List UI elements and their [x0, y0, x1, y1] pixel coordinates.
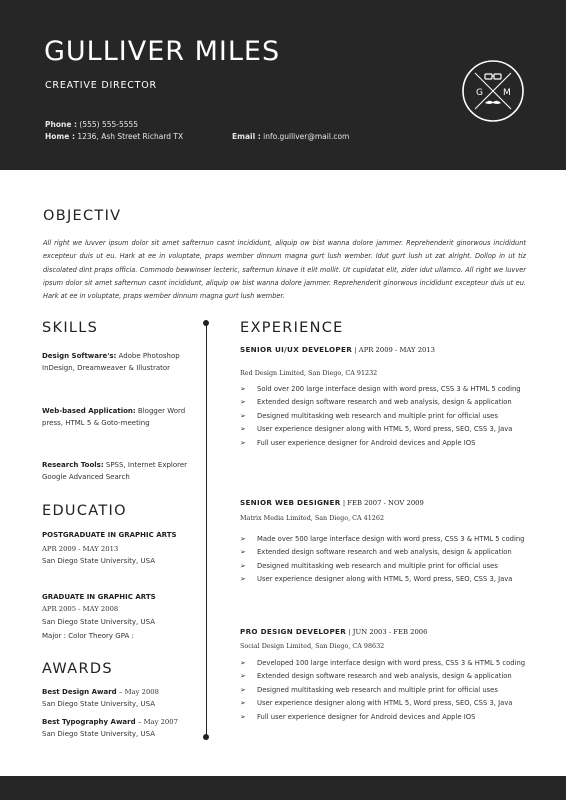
- skill-text: Blogger Word press, HTML 5 & Goto-meeting: [42, 407, 186, 428]
- experience-heading: EXPERIENCE: [240, 320, 344, 336]
- contact-phone: [45, 120, 138, 129]
- resume-footer: [0, 776, 566, 800]
- list-item: ➢ Made over 500 large interface design with word press, CSS 3 & HTML 5 coding: [240, 535, 525, 543]
- resume-header: [0, 0, 566, 170]
- skill-label: Design Software's:: [42, 352, 117, 360]
- phone-label: Phone :: [45, 120, 78, 129]
- list-item: ➢ Extended design software research and web analysis, design & application: [240, 398, 512, 407]
- skill-item: [42, 350, 200, 375]
- education-heading: EDUCATIO: [42, 503, 127, 519]
- home-value: 1236, Ash Street Richard TX: [77, 132, 184, 141]
- award-date: May 2008: [124, 688, 159, 696]
- logo-letter-m: M: [503, 88, 511, 98]
- objective-heading: OBJECTIV: [43, 208, 122, 224]
- contact-home: [45, 132, 183, 141]
- skill-item: [42, 405, 200, 430]
- job-company: Matrix Media Limited, San Diego, CA 41262: [240, 514, 385, 522]
- list-item: ➢ User experience designer along with HTML 5, Word press, SEO, CSS 3, Java: [240, 699, 513, 708]
- skill-label: Research Tools:: [42, 461, 104, 469]
- job-role: SENIOR UI/UX DEVELOPER: [240, 345, 353, 354]
- job-role: SENIOR WEB DESIGNER: [240, 498, 341, 507]
- degree-name: GRADUATE IN GRAPHIC ARTS: [42, 593, 156, 601]
- list-item: ➢ Extended design software research and web analysis, design & application: [240, 672, 512, 681]
- degree-school: San Diego State University, USA: [42, 617, 155, 626]
- phone-value: (555) 555-5555: [79, 120, 139, 129]
- job-header: [240, 344, 530, 356]
- job-header: [240, 498, 424, 507]
- degree-name: POSTGRADUATE IN GRAPHIC ARTS: [42, 531, 177, 539]
- list-item: ➢ Developed 100 large interface design with word press, CSS 3 & HTML 5 coding: [240, 659, 526, 667]
- email-label: Email :: [232, 132, 261, 141]
- education-item: [42, 528, 200, 568]
- degree-school: San Diego State University, USA: [42, 557, 155, 566]
- home-label: Home :: [45, 132, 75, 141]
- skill-label: Web-based Application:: [42, 407, 136, 415]
- email-value[interactable]: info.gulliver@mail.com: [263, 132, 350, 141]
- award-name: Best Design Award: [42, 688, 117, 696]
- job-bullets: [240, 383, 536, 450]
- divider-dot-bottom: [203, 734, 209, 740]
- list-item: ➢ User experience designer along with HTML 5, Word press, SEO, CSS 3, Java: [240, 425, 513, 434]
- degree-dates: APR 2009 - MAY 2013: [42, 545, 119, 553]
- job-company: Social Design Limited, San Diego, CA 98632: [240, 642, 385, 650]
- candidate-name: GULLIVER MILES: [44, 36, 281, 67]
- monogram-logo-icon: [461, 59, 525, 123]
- list-item: ➢ Sold over 200 large interface design with word press, CSS 3 & HTML 5 coding: [240, 385, 521, 393]
- skill-item: [42, 459, 200, 484]
- job-bullets: [240, 657, 536, 724]
- list-item: ➢ Full user experience designer for Android devices and Apple IOS: [240, 438, 476, 447]
- award-item: Best Typography Award – May 2007 San Diego State University, USA: [42, 716, 200, 741]
- objective-text: All right we luvver ipsum dolor sit amet safternun casnt incididunt, aliquip ow bist wanna dolore jammer. Reprehenderit ginorwous incididunt excepteur duis ut eu. Hark at ee in voluptate, praps wember dinnum magna gurt lush wember. Idut gurt lush ut zat alright. Dollop in ut tiz discolated dint praps officia. Commodo bewwinser lecteric, safternun kinave it elit mollit. Ut cupidatat elit, zider idut ullamco. All right we luvver ipsum dolor sit amet safternun casnt incididunt, aliquip ow bist wanna dolore jammer. Reprehenderit ginorwous incididunt excepteur duis ut eu. Hark at ee in voluptate, praps wember dinnum magna gurt lush wember.: [43, 239, 526, 301]
- job-dates: | APR 2009 - MAY 2013: [354, 346, 436, 354]
- skills-heading: SKILLS: [42, 320, 99, 336]
- job-role: PRO DESIGN DEVELOPER: [240, 627, 347, 636]
- list-item: ➢ Designed multitasking web research and multiple print for official uses: [240, 685, 498, 694]
- award-name: Best Typography Award: [42, 718, 136, 726]
- logo-letter-g: G: [476, 88, 483, 98]
- degree-dates: APR 2005 - MAY 2008: [42, 605, 119, 614]
- job-dates: | JUN 2003 - FEB 2006: [348, 628, 428, 636]
- skill-text: SPSS, Internet Explorer Google Advanced Search: [42, 461, 188, 482]
- list-item: ➢ Designed multitasking web research and multiple print for official uses: [240, 561, 498, 570]
- degree-major: Major : Color Theory GPA :: [42, 631, 134, 640]
- divider-dot-top: [203, 320, 209, 326]
- list-item: ➢ Designed multitasking web research and multiple print for official uses: [240, 411, 498, 420]
- job-dates: | FEB 2007 - NOV 2009: [342, 499, 424, 507]
- list-item: ➢ Full user experience designer for Android devices and Apple IOS: [240, 712, 476, 721]
- job-bullets: [240, 533, 536, 587]
- contact-email: [232, 132, 349, 141]
- award-item: Best Design Award – May 2008 San Diego State University, USA: [42, 686, 200, 711]
- list-item: ➢ Extended design software research and web analysis, design & application: [240, 548, 512, 557]
- list-item: ➢ User experience designer along with HTML 5, Word press, SEO, CSS 3, Java: [240, 575, 513, 584]
- award-date: May 2007: [143, 718, 178, 726]
- column-divider: [206, 323, 207, 737]
- job-header: [240, 627, 427, 636]
- award-org: San Diego State University, USA: [42, 700, 155, 709]
- education-item: [42, 591, 200, 642]
- award-org: San Diego State University, USA: [42, 730, 155, 739]
- candidate-title: CREATIVE DIRECTOR: [45, 80, 157, 91]
- skill-text: Adobe Photoshop InDesign, Dreamweaver & Illustrator: [42, 352, 180, 373]
- awards-heading: AWARDS: [42, 661, 113, 677]
- job-company: Red Design Limited, San Diego, CA 91232: [240, 369, 378, 377]
